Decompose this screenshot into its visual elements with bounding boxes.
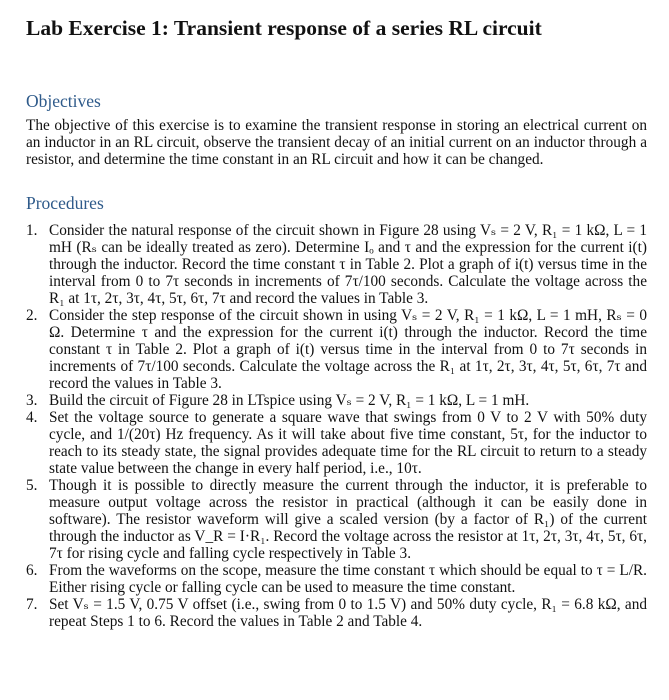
page-title: Lab Exercise 1: Transient response of a series RL circuit (26, 16, 542, 40)
step-number: 4. (26, 409, 38, 426)
procedures-list (26, 222, 647, 630)
step-text: Build the circuit of Figure 28 in LTspice using Vₛ = 2 V, R₁ = 1 kΩ, L = 1 mH. (49, 392, 530, 409)
procedure-step-5 (26, 477, 647, 562)
procedure-step-2 (26, 307, 647, 392)
step-number: 7. (26, 596, 38, 613)
step-text: Consider the natural response of the circuit shown in Figure 28 using Vₛ = 2 V, R₁ = 1 kΩ, L = 1 mH (Rₛ can be ideally treated as zero). Determine Iₒ and τ and the expression for the current i(t) through the inductor. Record the time constant τ in Table 2. Plot a graph of i(t) versus time in the interval from 0 to 7τ seconds in increments of 7τ/100 seconds. Calculate the voltage across the R₁ at 1τ, 2τ, 3τ, 4τ, 5τ, 6τ, 7τ and record the values in Table 3. (49, 222, 647, 307)
procedures-heading: Procedures (26, 193, 104, 213)
step-number: 1. (26, 222, 38, 239)
step-number: 5. (26, 477, 38, 494)
step-number: 2. (26, 307, 38, 324)
procedure-step-3 (26, 392, 647, 409)
step-text: Set the voltage source to generate a square wave that swings from 0 V to 2 V with 50% duty cycle, and 1/(20τ) Hz frequency. As it will take about five time constant, 5τ, for the inductor to reach to its steady state, the signal provides adequate time for the RL circuit to return to a steady state value between the change in every half period, i.e., 10τ. (49, 409, 647, 477)
objectives-heading: Objectives (26, 91, 101, 111)
step-text: From the waveforms on the scope, measure the time constant τ which should be equal to τ = L/R. Either rising cycle or falling cycle can be used to measure the time constant. (49, 562, 647, 596)
objectives-paragraph: The objective of this exercise is to examine the transient response in storing an electrical current on an inductor in an RL circuit, observe the transient decay of an initial current on an inductor through a resistor, and determine the time constant in an RL circuit and how it can be changed. (26, 117, 647, 168)
procedure-step-6 (26, 562, 647, 596)
step-number: 3. (26, 392, 38, 409)
procedure-step-1 (26, 222, 647, 307)
step-text: Set Vₛ = 1.5 V, 0.75 V offset (i.e., swing from 0 to 1.5 V) and 50% duty cycle, R₁ = 6.8 kΩ, and repeat Steps 1 to 6. Record the values in Table 2 and Table 4. (49, 596, 647, 630)
procedure-step-4 (26, 409, 647, 477)
step-text: Consider the step response of the circuit shown in using Vₛ = 2 V, R₁ = 1 kΩ, L = 1 mH, Rₛ = 0 Ω. Determine τ and the expression for the current i(t) through the inductor. Record the time constant τ in Table 2. Plot a graph of i(t) versus time in the interval from 0 to 7τ seconds in increments of 7τ/100 seconds. Calculate the voltage across the R₁ at 1τ, 2τ, 3τ, 4τ, 5τ, 6τ, 7τ and record the values in Table 3. (49, 307, 647, 392)
step-text: Though it is possible to directly measure the current through the inductor, it is preferable to measure output voltage across the resistor in practical (although it can be easily done in software). The resistor waveform will give a scaled version (by a factor of R₁) of the current through the inductor as V_R = I·R₁. Record the voltage across the resistor at 1τ, 2τ, 3τ, 4τ, 5τ, 6τ, 7τ for rising cycle and falling cycle respectively in Table 3. (49, 477, 647, 562)
step-number: 6. (26, 562, 38, 579)
procedure-step-7 (26, 596, 647, 630)
